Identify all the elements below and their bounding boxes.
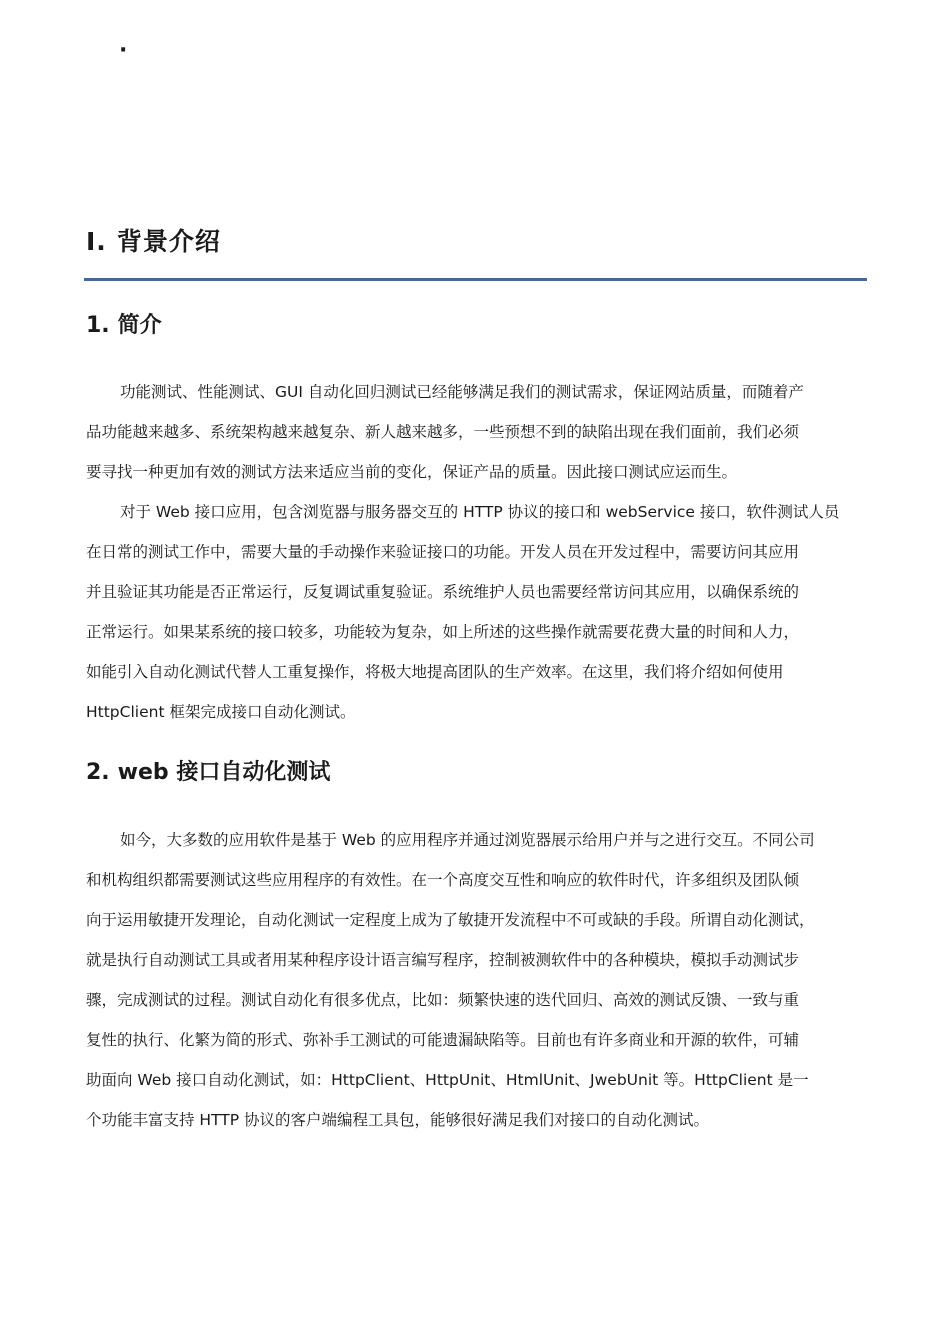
text-line: 和机构组织都需要测试这些应用程序的有效性。在一个高度交互性和响应的软件时代，许多组织及团队倾 (86, 871, 800, 889)
text-line: 正常运行。如果某系统的接口较多，功能较为复杂，如上所述的这些操作就需要花费大量的时间和人力， (86, 623, 800, 641)
text-line: 品功能越来越多、系统架构越来越复杂、新人越来越多，一些预想不到的缺陷出现在我们面前，我们必须 (86, 423, 800, 441)
text-line: 在日常的测试工作中，需要大量的手动操作来验证接口的功能。开发人员在开发过程中，需要访问其应用 (86, 543, 800, 561)
text-line: 就是执行自动测试工具或者用某种程序设计语言编写程序，控制被测软件中的各种模块，模拟手动测试步 (86, 951, 800, 969)
subsection-number: 1. (86, 313, 110, 338)
section-number: I. (86, 227, 107, 256)
section-divider (84, 278, 867, 281)
bullet-marker: · (119, 38, 128, 63)
text-line: 功能测试、性能测试、GUI 自动化回归测试已经能够满足我们的测试需求，保证网站质量，而随着产 (120, 383, 804, 401)
section-heading (86, 222, 221, 258)
text-line: 个功能丰富支持 HTTP 协议的客户端编程工具包，能够很好满足我们对接口的自动化测试。 (86, 1111, 710, 1129)
text-line: 要寻找一种更加有效的测试方法来适应当前的变化，保证产品的质量。因此接口测试应运而生。 (86, 463, 738, 481)
text-line: 并且验证其功能是否正常运行，反复调试重复验证。系统维护人员也需要经常访问其应用，以确保系统的 (86, 583, 800, 601)
text-line: 如今，大多数的应用软件是基于 Web 的应用程序并通过浏览器展示给用户并与之进行交互。不同公司 (120, 831, 815, 849)
text-line: 助面向 Web 接口自动化测试，如：HttpClient、HttpUnit、HtmlUnit、JwebUnit 等。HttpClient 是一 (86, 1071, 809, 1089)
subsection-number: 2. (86, 760, 110, 785)
text-line: 如能引入自动化测试代替人工重复操作，将极大地提高团队的生产效率。在这里，我们将介绍如何使用 (86, 663, 784, 681)
paragraph-intro-2 (86, 492, 866, 732)
paragraph-intro-1 (86, 372, 866, 492)
text-line: 向于运用敏捷开发理论，自动化测试一定程度上成为了敏捷开发流程中不可或缺的手段。所谓自动化测试， (86, 911, 815, 929)
text-line: 对于 Web 接口应用，包含浏览器与服务器交互的 HTTP 协议的接口和 webService 接口，软件测试人员 (120, 503, 840, 521)
subsection-title: 简介 (117, 313, 162, 338)
subsection-heading-intro (86, 308, 162, 339)
subsection-title: web 接口自动化测试 (117, 760, 331, 785)
text-line: 骤，完成测试的过程。测试自动化有很多优点，比如：频繁快速的迭代回归、高效的测试反馈、一致与重 (86, 991, 800, 1009)
section-title: 背景介绍 (116, 227, 221, 256)
text-line: HttpClient 框架完成接口自动化测试。 (86, 703, 356, 721)
paragraph-web-1 (86, 820, 866, 1140)
text-line: 复性的执行、化繁为简的形式、弥补手工测试的可能遗漏缺陷等。目前也有许多商业和开源的软件，可辅 (86, 1031, 800, 1049)
subsection-heading-web (86, 755, 330, 786)
